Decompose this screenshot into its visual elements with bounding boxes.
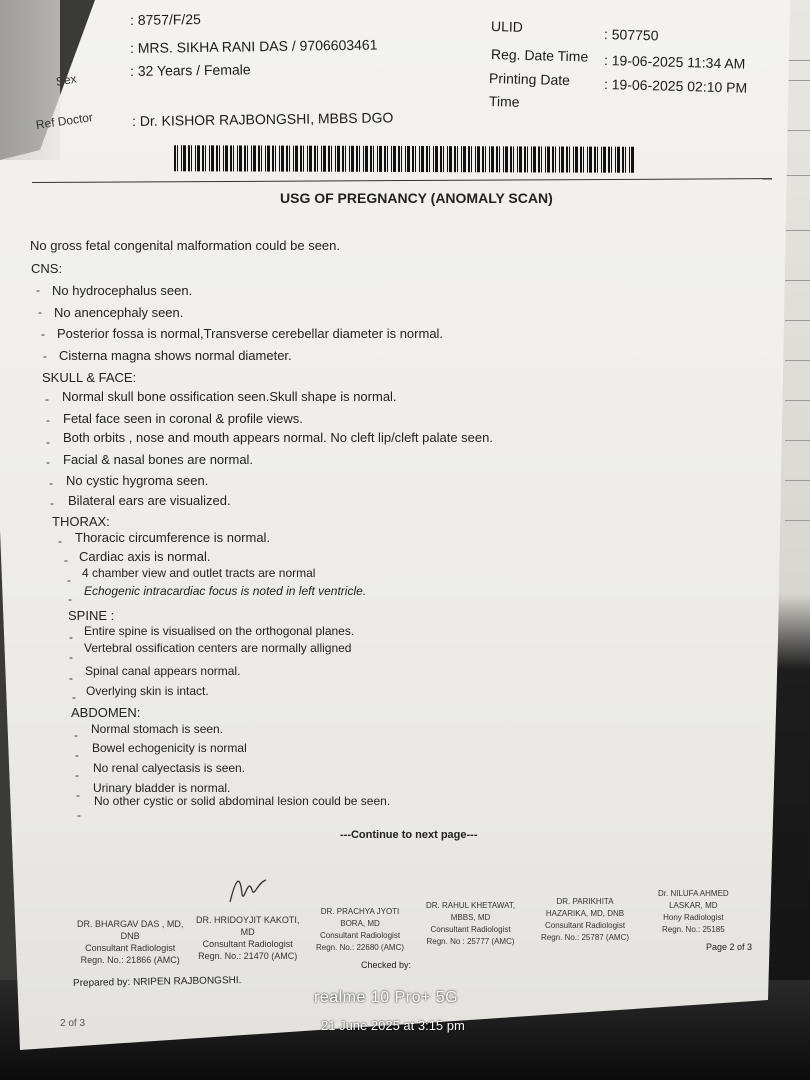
doctor-block (426, 900, 515, 948)
list-item: Both orbits , nose and mouth appears normal. No cleft lip/cleft palate seen. (63, 430, 493, 445)
list-item: Fetal face seen in coronal & profile views. (63, 411, 303, 426)
doctor-degree-line: LASKAR, MD (669, 901, 718, 910)
section-heading-spine: SPINE : (68, 608, 115, 623)
doctor-regn-line: Regn. No.: 21470 (AMC) (198, 951, 298, 961)
doctor-title-line: Consultant Radiologist (430, 925, 511, 934)
camera-timestamp-watermark: 21 June 2025 at 3:15 pm (321, 1018, 465, 1033)
list-item: Cardiac axis is normal. (79, 549, 211, 564)
doctor-degree-line: DNB (120, 931, 140, 941)
list-item: No hydrocephalus seen. (52, 283, 193, 298)
list-item: Normal stomach is seen. (91, 722, 224, 736)
doctor-title-line: Consultant Radiologist (545, 921, 626, 930)
ref-doctor-name: : Dr. KISHOR RAJBONGSHI, MBBS DGO (131, 109, 394, 129)
ref-doctor-label: Ref Doctor (35, 110, 94, 132)
list-item: Echogenic intracardiac focus is noted in left ventricle. (84, 584, 367, 598)
signature-icon (226, 868, 270, 912)
doctor-regn-line: Regn. No.: 22680 (AMC) (316, 943, 405, 952)
checked-by-label: Checked by: (361, 960, 412, 970)
list-item: 4 chamber view and outlet tracts are normal (82, 566, 316, 580)
list-item: Entire spine is visualised on the orthogonal planes. (84, 624, 355, 638)
age-sex-label: Sex (54, 71, 78, 89)
list-item: No renal calyectasis is seen. (93, 761, 246, 775)
doctor-regn-line: Regn. No.: 25787 (AMC) (541, 933, 630, 942)
print-time-label: Time (488, 93, 520, 110)
section-heading-thorax: THORAX: (52, 514, 110, 529)
doctor-degree-line: MD (240, 927, 255, 937)
doctor-regn-line: Regn. No : 25777 (AMC) (426, 937, 515, 946)
list-item: No other cystic or solid abdominal lesion could be seen. (94, 794, 391, 808)
section-heading-skull-face: SKULL & FACE: (42, 370, 137, 385)
list-item: Cisterna magna shows normal diameter. (59, 348, 292, 363)
reg-date-value: : 19-06-2025 11:34 AM (603, 52, 746, 72)
list-item: Posterior fossa is normal,Transverse cerebellar diameter is normal. (57, 326, 444, 341)
continue-note: ---Continue to next page--- (340, 829, 478, 841)
doctor-name-line: DR. HRIDOYJIT KAKOTI, (196, 915, 300, 925)
page-number: Page 2 of 3 (706, 942, 753, 952)
doctor-title-line: Consultant Radiologist (320, 931, 401, 940)
list-item: Urinary bladder is normal. (93, 781, 231, 795)
doctor-name-line: Dr. NILUFA AHMED (658, 889, 729, 898)
list-item: No cystic hygroma seen. (66, 473, 209, 488)
patient-age-sex: : 32 Years / Female (129, 61, 251, 79)
list-item: Normal skull bone ossification seen.Skull shape is normal. (62, 389, 397, 404)
list-item: Bilateral ears are visualized. (68, 493, 231, 508)
barcode (174, 145, 636, 173)
doctor-block (196, 914, 299, 962)
doctor-block (77, 918, 183, 966)
report-title: USG OF PREGNANCY (ANOMALY SCAN) (280, 190, 553, 206)
doctor-title-line: Consultant Radiologist (202, 939, 293, 949)
section-heading-abdomen: ABDOMEN: (71, 705, 141, 720)
list-item: Thoracic circumference is normal. (75, 530, 271, 545)
print-date-value: : 19-06-2025 02:10 PM (603, 76, 748, 96)
doctor-degree-line: BORA, MD (340, 919, 380, 928)
report-intro: No gross fetal congenital malformation could be seen. (30, 238, 341, 253)
list-item: Facial & nasal bones are normal. (63, 452, 254, 467)
prepared-by: Prepared by: NRIPEN RAJBONGSHI. (72, 975, 242, 989)
doctor-name-line: DR. PARIKHITA (556, 897, 614, 906)
doctor-degree-line: HAZARIKA, MD, DNB (545, 909, 625, 918)
doctor-block (658, 888, 729, 936)
ulid-value: : 507750 (603, 26, 659, 44)
reg-date-label: Reg. Date Time (490, 46, 589, 65)
camera-device-watermark: realme 10 Pro+ 5G (314, 989, 459, 1006)
doctor-name-line: DR. BHARGAV DAS , MD, (77, 919, 184, 929)
doctor-block (541, 896, 629, 944)
section-heading-cns: CNS: (31, 261, 63, 276)
doctor-name-line: DR. PRACHYA JYOTI (320, 907, 400, 916)
list-item: Vertebral ossification centers are normally alligned (84, 641, 352, 655)
list-item: Bowel echogenicity is normal (92, 741, 247, 755)
list-item: No anencephaly seen. (54, 305, 184, 320)
doctor-degree-line: MBBS, MD (450, 913, 491, 922)
print-date-label: Printing Date (488, 70, 571, 89)
doctor-title-line: Hony Radiologist (663, 913, 724, 922)
page-number-bottom: 2 of 3 (60, 1018, 86, 1029)
patient-id: : 8757/F/25 (129, 11, 201, 28)
list-item: Spinal canal appears normal. (85, 664, 241, 678)
doctor-title-line: Consultant Radiologist (85, 943, 176, 953)
patient-name: : MRS. SIKHA RANI DAS / 9706603461 (129, 36, 378, 56)
list-item: Overlying skin is intact. (86, 684, 209, 698)
doctor-block (316, 906, 404, 954)
ulid-label: ULID (490, 18, 524, 35)
doctor-regn-line: Regn. No.: 21866 (AMC) (80, 955, 180, 965)
doctor-regn-line: Regn. No.: 25185 (661, 925, 725, 934)
doctor-name-line: DR. RAHUL KHETAWAT, (426, 901, 516, 910)
